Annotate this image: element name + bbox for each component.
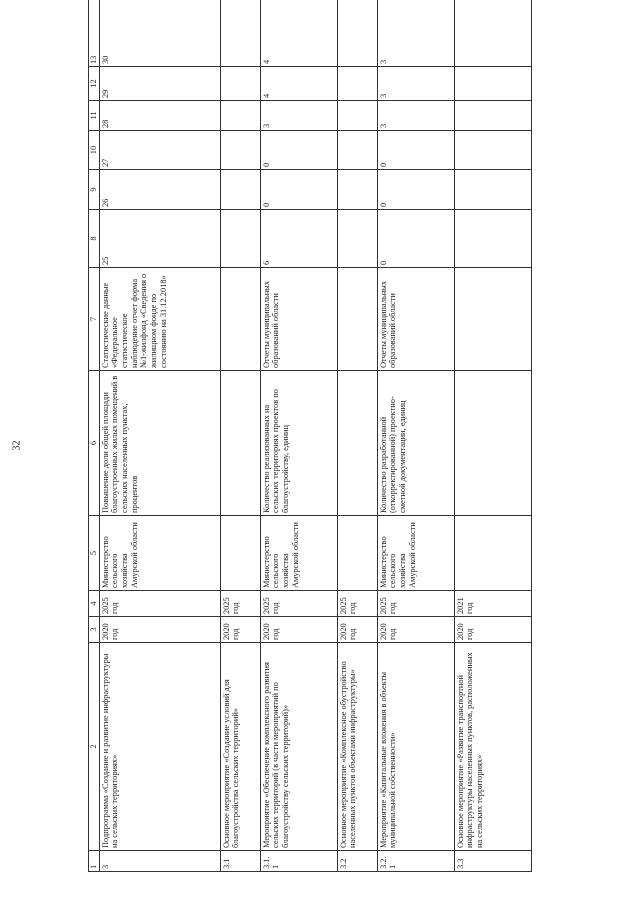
row-name: Основное мероприятие «Комплексное обустройство населенных пунктов объектами инфраструктуры» — [337, 643, 377, 851]
row-indicator — [337, 371, 377, 516]
header-cell: 4 — [89, 591, 100, 617]
row-value — [337, 0, 377, 67]
row-value — [454, 0, 531, 67]
row-value: 28 — [99, 101, 220, 131]
row-id: 3.2 — [337, 851, 377, 872]
row-end: 2025 год — [377, 591, 454, 617]
row-value: 4 — [260, 0, 337, 67]
row-value: 4 — [260, 67, 337, 101]
table-row — [99, 0, 220, 872]
header-cell: 5 — [89, 516, 100, 591]
page-number: 32 — [11, 440, 23, 451]
row-value — [454, 210, 531, 268]
row-value: 0 — [377, 131, 454, 170]
row-executor — [220, 516, 260, 591]
row-start: 2020 год — [377, 617, 454, 643]
row-value: 25 — [99, 210, 220, 268]
row-id: 3.1 — [220, 851, 260, 872]
header-cell: 11 — [89, 101, 100, 131]
row-value: 6 — [260, 210, 337, 268]
row-end: 2021 год — [454, 591, 531, 617]
table-row — [220, 0, 260, 872]
row-name: Основное мероприятие «Развитие транспортной инфраструктуры населенных пунктов, расположенных на сельских территориях» — [454, 643, 531, 851]
header-cell: 12 — [89, 67, 100, 101]
row-value — [220, 101, 260, 131]
row-value — [220, 0, 260, 67]
row-value — [220, 131, 260, 170]
header-cell: 13 — [89, 0, 100, 67]
header-cell: 9 — [89, 170, 100, 210]
row-source: Статистические данные «Федеральное статистическое наблюдение отчет форма №1-жилфонд «Сведения о жилищном фонде по состоянию на 31.12.2018» — [99, 268, 220, 371]
row-value: 0 — [260, 170, 337, 210]
program-table — [88, 0, 532, 872]
row-id: 3.3 — [454, 851, 531, 872]
row-source: Отчеты муниципальных образований области — [260, 268, 337, 371]
row-value — [337, 210, 377, 268]
row-id: 3.2.1 — [377, 851, 454, 872]
row-value: 27 — [99, 131, 220, 170]
row-value — [220, 210, 260, 268]
row-executor: Министерство сельского хозяйства Амурской области — [99, 516, 220, 591]
row-value — [337, 67, 377, 101]
row-indicator: Повышение доли общей площади благоустроенных жилых помещений в сельских населенных пунктах, процентов — [99, 371, 220, 516]
header-cell: 8 — [89, 210, 100, 268]
row-name: Основное мероприятие «Создание условий для благоустройства сельских территорий» — [220, 643, 260, 851]
row-name: Мероприятие «Обеспечение комплексного развития сельских территорий (в части мероприятий по благоустройству сельских территорий)» — [260, 643, 337, 851]
row-id: 3 — [99, 851, 220, 872]
row-end: 2025 год — [220, 591, 260, 617]
row-value: 0 — [377, 210, 454, 268]
row-value: 3 — [377, 101, 454, 131]
row-indicator: Количество реализованных на сельских территориях проектов по благоустройству, единиц — [260, 371, 337, 516]
row-id: 3.1.1 — [260, 851, 337, 872]
header-cell: 1 — [89, 851, 100, 872]
header-row — [89, 0, 100, 872]
header-cell: 7 — [89, 268, 100, 371]
row-executor: Министерство сельского хозяйства Амурской области — [377, 516, 454, 591]
row-value: 30 — [99, 0, 220, 67]
row-value: 0 — [377, 170, 454, 210]
row-end: 2025 год — [337, 591, 377, 617]
row-start: 2020 год — [99, 617, 220, 643]
row-source — [337, 268, 377, 371]
row-end: 2025 год — [99, 591, 220, 617]
table-row — [377, 0, 454, 872]
row-value: 3 — [260, 101, 337, 131]
row-value: 3 — [377, 67, 454, 101]
row-source: Отчеты муниципальных образований области — [377, 268, 454, 371]
row-start: 2020 год — [260, 617, 337, 643]
row-executor — [337, 516, 377, 591]
row-value — [337, 101, 377, 131]
row-value — [454, 101, 531, 131]
header-cell: 10 — [89, 131, 100, 170]
program-table-wrapper — [88, 30, 528, 872]
row-value — [337, 131, 377, 170]
row-start: 2020 год — [337, 617, 377, 643]
row-end: 2025 год — [260, 591, 337, 617]
row-value — [220, 170, 260, 210]
table-row — [260, 0, 337, 872]
table-row — [454, 0, 531, 872]
row-indicator — [454, 371, 531, 516]
row-name: Мероприятие «Капитальные вложения в объекты муниципальной собственности» — [377, 643, 454, 851]
row-value: 26 — [99, 170, 220, 210]
header-cell: 6 — [89, 371, 100, 516]
row-value: 0 — [260, 131, 337, 170]
row-source — [220, 268, 260, 371]
row-indicator: Количество разработанной (откорректированной) проектно-сметной документации, единиц — [377, 371, 454, 516]
row-value — [454, 170, 531, 210]
row-start: 2020 год — [220, 617, 260, 643]
header-cell: 3 — [89, 617, 100, 643]
row-value: 3 — [377, 0, 454, 67]
row-start: 2020 год — [454, 617, 531, 643]
row-name: Подпрограмма «Создание и развитие инфраструктуры на сельских территориях» — [99, 643, 220, 851]
table-row — [337, 0, 377, 872]
row-value — [220, 67, 260, 101]
header-cell: 2 — [89, 643, 100, 851]
row-source — [454, 268, 531, 371]
row-value — [454, 131, 531, 170]
row-value: 29 — [99, 67, 220, 101]
row-executor: Министерство сельского хозяйства Амурской области — [260, 516, 337, 591]
row-value — [454, 67, 531, 101]
row-indicator — [220, 371, 260, 516]
row-value — [337, 170, 377, 210]
row-executor — [454, 516, 531, 591]
